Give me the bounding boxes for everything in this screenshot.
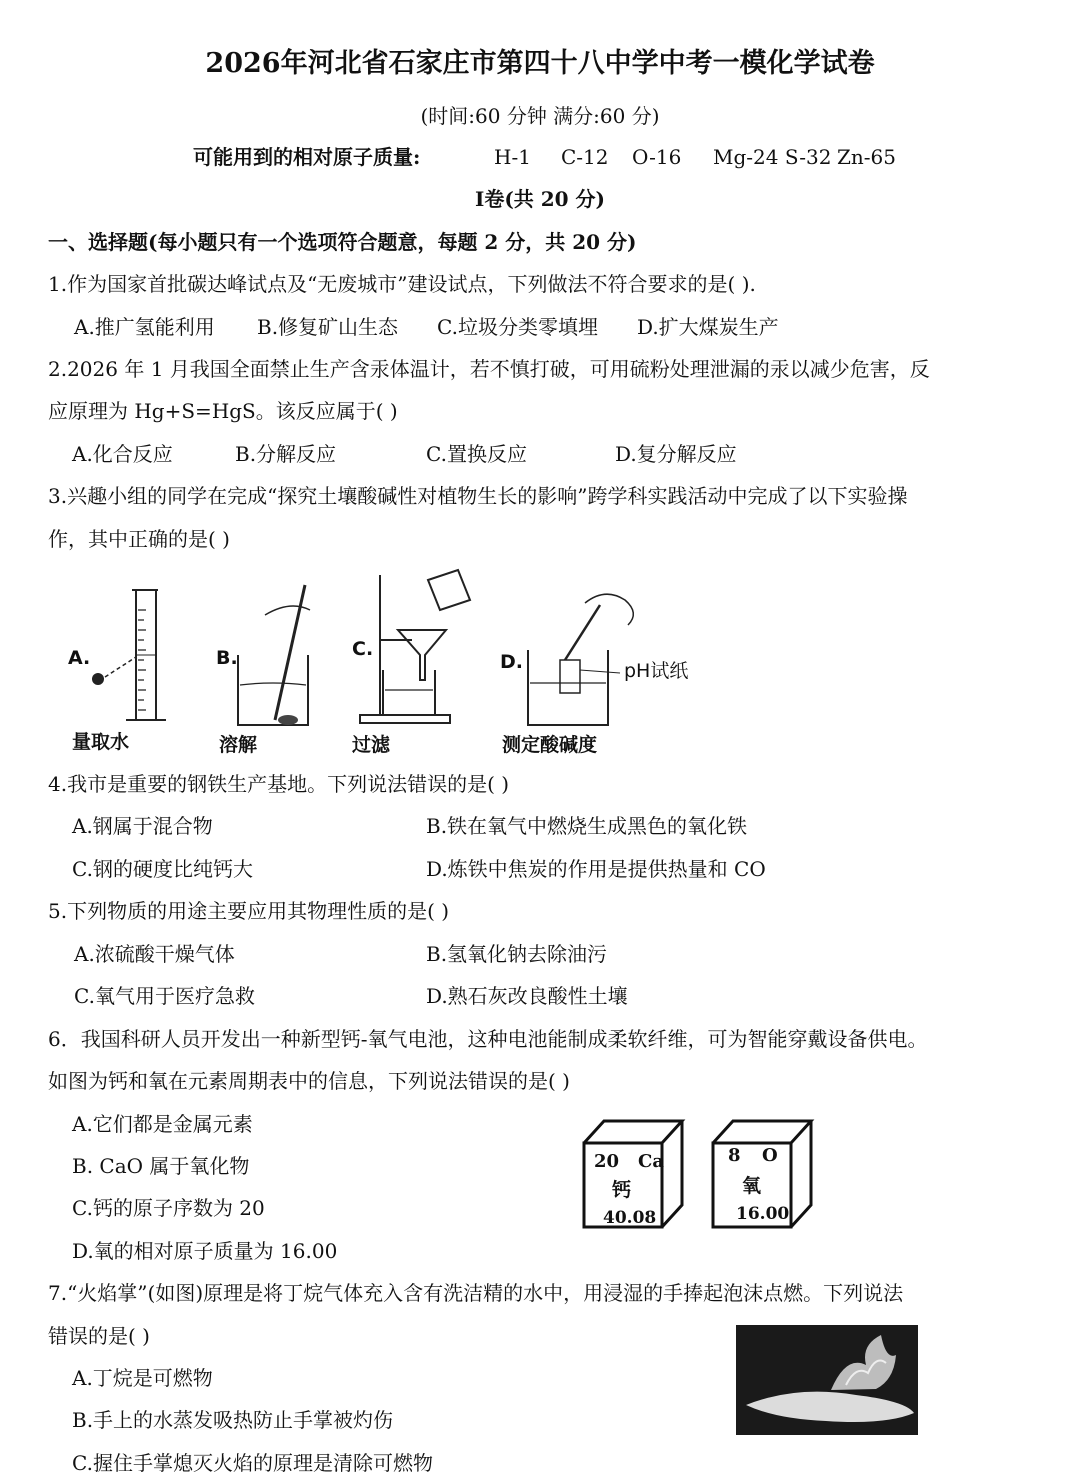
question-6-option-c: C.钙的原子序数为 20 (72, 1196, 265, 1220)
figure-a-caption: 量取水 (72, 731, 130, 753)
oxygen-symbol: O (762, 1145, 778, 1166)
atomic-mass-mg-s: Mg-24 S-32 (713, 145, 832, 169)
atomic-mass-zn: Zn-65 (837, 145, 896, 169)
question-4-stem: 4.我市是重要的钢铁生产基地。下列说法错误的是( ) (48, 772, 510, 796)
exam-time-info: (时间:60 分钟 满分:60 分) (420, 104, 660, 128)
question-4-option-d: D.炼铁中焦炭的作用是提供热量和 CO (426, 857, 766, 881)
oxygen-atomic-number: 8 (728, 1145, 741, 1166)
calcium-symbol: Ca (638, 1151, 664, 1172)
question-6-option-b: B. CaO 属于氧化物 (72, 1154, 250, 1178)
figure-d-caption: 测定酸碱度 (502, 734, 598, 756)
figure-c-caption: 过滤 (352, 734, 391, 756)
figure-b-caption: 溶解 (219, 734, 258, 756)
atomic-mass-h: H-1 (494, 145, 531, 169)
question-7-stem-line2: 错误的是( ) (48, 1324, 150, 1348)
ph-paper-label: pH试纸 (624, 660, 689, 682)
question-3-stem-line1: 3.兴趣小组的同学在完成“探究土壤酸碱性对植物生长的影响”跨学科实践活动中完成了以下实验操 (48, 484, 908, 508)
question-1-option-b: B.修复矿山生态 (257, 315, 399, 339)
part-title: Ⅰ卷(共 20 分) (474, 187, 606, 211)
question-3-stem-line2: 作，其中正确的是( ) (48, 527, 230, 551)
figure-c-letter: C. (352, 638, 374, 660)
page-title: 2026年河北省石家庄市第四十八中学中考一模化学试卷 (205, 48, 875, 79)
question-6-stem-line2: 如图为钙和氧在元素周期表中的信息，下列说法错误的是( ) (48, 1069, 570, 1093)
oxygen-name: 氧 (742, 1175, 762, 1197)
question-4-option-a: A.钢属于混合物 (72, 814, 213, 838)
flame-palm-photo (736, 1325, 918, 1435)
question-5-stem: 5.下列物质的用途主要应用其物理性质的是( ) (48, 899, 450, 923)
oxygen-atomic-mass: 16.00 (736, 1204, 790, 1224)
question-2-option-d: D.复分解反应 (615, 442, 737, 466)
atomic-mass-c: C-12 (561, 145, 609, 169)
question-6-stem-line1: 6．我国科研人员开发出一种新型钙-氧气电池，这种电池能制成柔软纤维，可为智能穿戴设备供电。 (48, 1027, 928, 1051)
atomic-mass-o: O-16 (632, 145, 682, 169)
calcium-atomic-mass: 40.08 (603, 1208, 657, 1228)
question-5-option-c: C.氧气用于医疗急救 (74, 984, 255, 1008)
question-7-option-c: C.握住手掌熄灭火焰的原理是清除可燃物 (72, 1451, 433, 1475)
question-6-option-a: A.它们都是金属元素 (72, 1112, 253, 1136)
question-7-option-a: A.丁烷是可燃物 (72, 1366, 213, 1390)
question-2-stem-line2: 应原理为 Hg+S=HgS。该反应属于( ) (48, 399, 398, 423)
question-1-option-c: C.垃圾分类零填埋 (437, 315, 598, 339)
section-title: 一、选择题(每小题只有一个选项符合题意，每题 2 分，共 20 分) (48, 230, 637, 254)
question-7-option-b: B.手上的水蒸发吸热防止手掌被灼伤 (72, 1408, 394, 1432)
question-5-option-b: B.氢氧化钠去除油污 (426, 942, 608, 966)
question-1-stem: 1.作为国家首批碳达峰试点及“无废城市”建设试点，下列做法不符合要求的是( ). (48, 272, 756, 296)
calcium-name: 钙 (612, 1179, 632, 1201)
figure-a-letter: A. (68, 647, 91, 669)
figure-d-letter: D. (500, 651, 523, 673)
question-6-option-d: D.氧的相对原子质量为 16.00 (72, 1239, 338, 1263)
calcium-atomic-number: 20 (594, 1151, 620, 1172)
question-4-option-c: C.钢的硬度比纯钙大 (72, 857, 253, 881)
question-2-option-b: B.分解反应 (235, 442, 337, 466)
atomic-mass-label: 可能用到的相对原子质量: (193, 145, 421, 169)
question-7-stem-line1: 7.“火焰掌”(如图)原理是将丁烷气体充入含有洗洁精的水中，用浸湿的手捧起泡沫点燃。下列说法 (48, 1281, 904, 1305)
figure-b-letter: B. (216, 647, 238, 669)
question-2-stem-line1: 2.2026 年 1 月我国全面禁止生产含汞体温计，若不慎打破，可用硫粉处理泄漏的汞以减少危害，反 (48, 357, 930, 381)
question-1-option-d: D.扩大煤炭生产 (637, 315, 779, 339)
question-5-option-a: A.浓硫酸干燥气体 (74, 942, 235, 966)
question-4-option-b: B.铁在氧气中燃烧生成黑色的氧化铁 (426, 814, 748, 838)
question-2-option-c: C.置换反应 (426, 442, 527, 466)
question-2-option-a: A.化合反应 (72, 442, 173, 466)
question-5-option-d: D.熟石灰改良酸性土壤 (426, 984, 628, 1008)
question-1-option-a: A.推广氢能利用 (74, 315, 215, 339)
